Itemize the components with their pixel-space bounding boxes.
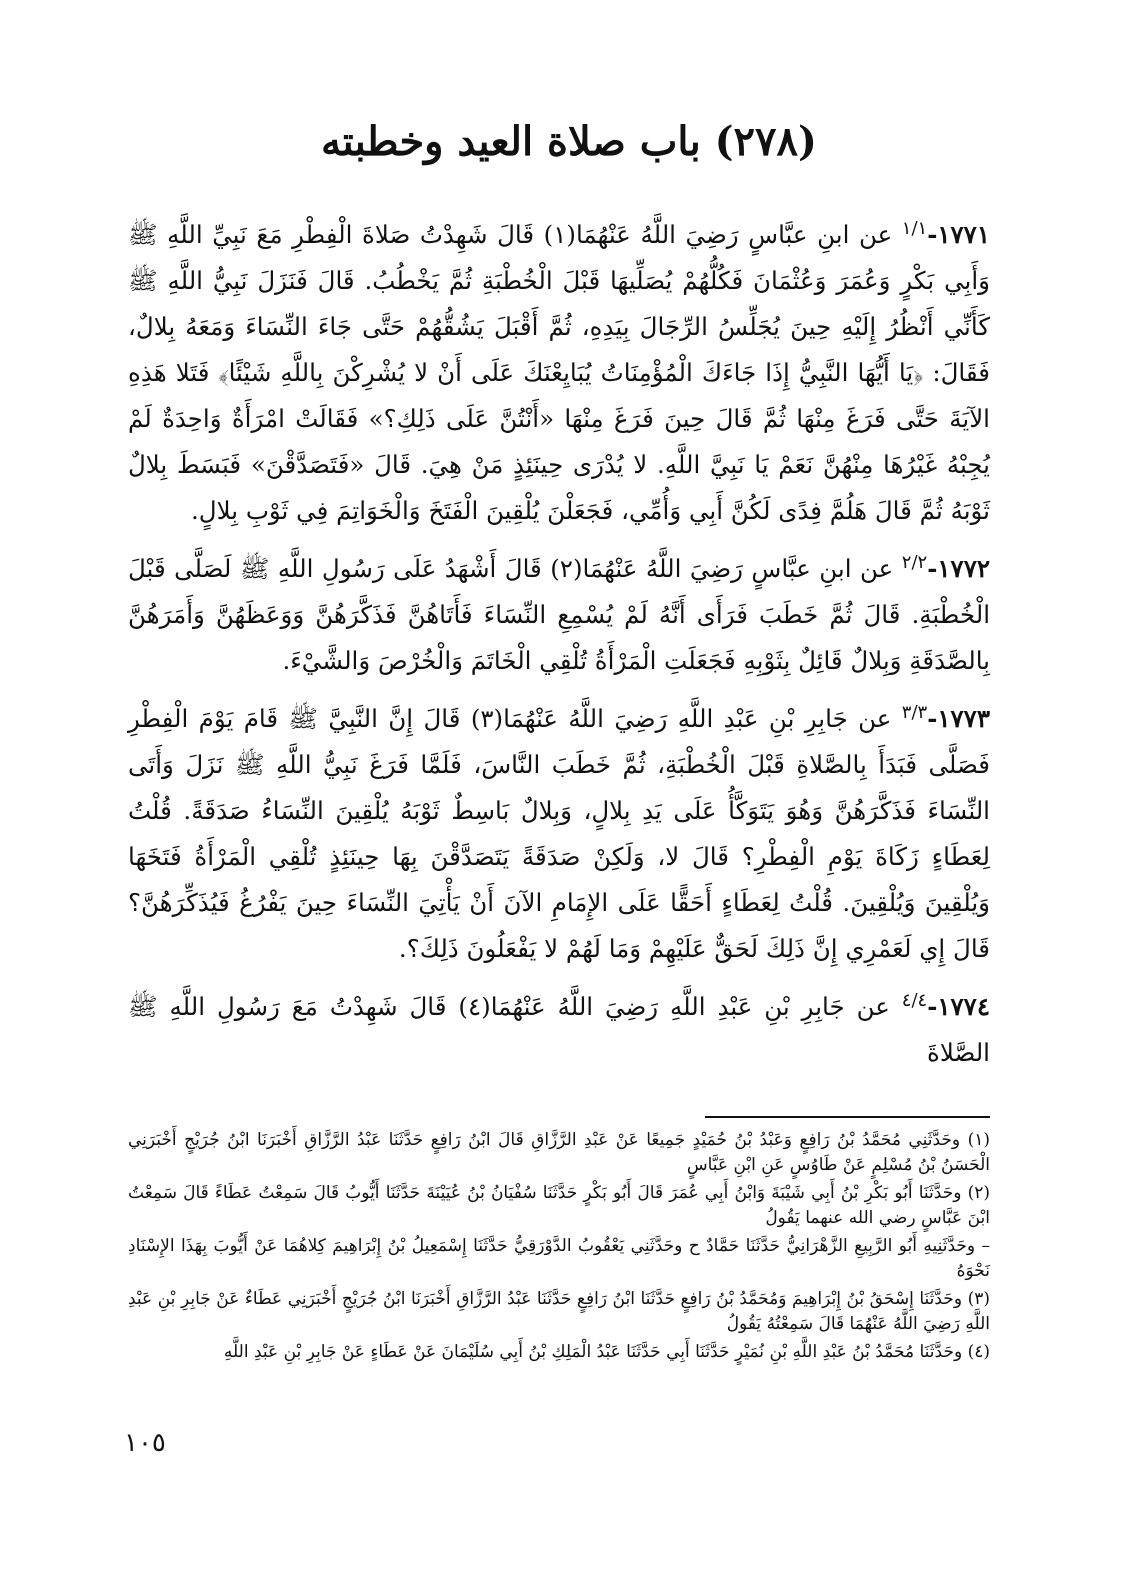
footnote-1 [128,1128,990,1178]
footnote-label: (٤) [967,1342,990,1362]
hadith-text: عن جَابِرِ بْنِ عَبْدِ اللَّهِ رَضِيَ اللَّهُ عَنْهُمَا(٣) قَالَ إِنَّ النَّبِيَّ ﷺ قَامَ يَوْمَ الْفِطْرِ فَصَلَّى فَبَدَأَ بِالصَّلاةِ قَبْلَ الْخُطْبَةِ، ثُمَّ خَطَبَ النَّاسَ، فَلَمَّا فَرَغَ نَبِيُّ اللَّهِ ﷺ نَزَلَ وَأَتَى النِّسَاءَ فَذَكَّرَهُنَّ وَهُوَ يَتَوَكَّأُ عَلَى يَدِ بِلالٍ، وَبِلالٌ بَاسِطٌ ثَوْبَهُ يُلْقِينَ النِّسَاءُ صَدَقَةً. قُلْتُ لِعَطَاءٍ زَكَاةَ يَوْمِ الْفِطْرِ؟ قَالَ لا، وَلَكِنْ صَدَقَةً يَتَصَدَّقْنَ بِهَا حِينَئِذٍ تُلْقِي الْمَرْأَةُ فَتَخَهَا وَيُلْقِينَ وَيُلْقِينَ. قُلْتُ لِعَطَاءٍ أَحَقًّا عَلَى الإِمَامِ الآنَ أَنْ يَأْتِيَ النِّسَاءَ حِينَ يَفْرُغُ فَيُذَكِّرَهُنَّ؟ قَالَ إِي لَعَمْرِي إِنَّ ذَلِكَ لَحَقٌّ عَلَيْهِمْ وَمَا لَهُمْ لا يَفْعَلُونَ ذَلِكَ؟. [128,704,990,963]
footnote-2 [128,1181,990,1231]
hadith-index: ١/١ [901,217,928,239]
hadith-1772 [128,546,990,684]
hadith-number: ١٧٧١- [927,220,990,249]
hadith-text: عن جَابِرِ بْنِ عَبْدِ اللَّهِ رَضِيَ اللَّهُ عَنْهُمَا(٤) قَالَ شَهِدْتُ مَعَ رَسُولِ اللَّهِ ﷺ الصَّلاةَ [128,992,990,1067]
footnote-text: وحَدَّثَنَا أَبُو بَكْرِ بْنُ أَبِي شَيْبَةَ وَابْنُ أَبِي عُمَرَ قَالَ أَبُو بَكْرٍ حَدَّثَنَا سُفْيَانُ بْنُ عُيَيْنَةَ حَدَّثَنَا أَيُّوبُ قَالَ سَمِعْتُ عَطَاءً قَالَ سَمِعْتُ ابْنَ عَبَّاسٍ رضي الله عنهما يَقُولُ [128,1183,990,1228]
hadith-index: ٣/٣ [901,701,928,723]
footnote-text: وحَدَّثَنَا مُحَمَّدُ بْنُ عَبْدِ اللَّهِ بْنِ نُمَيْرٍ حَدَّثَنَا أَبِي حَدَّثَنَا عَبْدُ الْمَلِكِ بْنُ أَبِي سُلَيْمَانَ عَنْ عَطَاءٍ عَنْ جَابِرِ بْنِ عَبْدِ اللَّهِ [223,1342,963,1362]
page-number: ١٠٥ [124,1428,166,1458]
footnote-text: – وحَدَّثَنِيهِ أَبُو الرَّبِيعِ الزَّهْرَانِيُّ حَدَّثَنَا حَمَّادٌ ح وحَدَّثَنِي يَعْقُوبُ الدَّوْرَقِيُّ حَدَّثَنَا إِسْمَعِيلُ بْنُ إِبْرَاهِيمَ كِلاهُمَا عَنْ أَيُّوبَ بِهَذَا الإِسْنَادِ نَحْوَهُ [128,1236,990,1281]
footnote-3 [128,1287,990,1337]
hadith-body [128,212,990,1088]
hadith-1774 [128,984,990,1076]
hadith-index: ٢/٢ [901,551,928,573]
hadith-number: ١٧٧٣- [927,704,990,733]
footnote-4 [128,1340,990,1365]
footnote-label: (٢) [967,1183,990,1203]
footnote-label: (١) [967,1130,990,1150]
hadith-number: ١٧٧٢- [927,554,991,583]
footnote-divider [705,1116,990,1118]
hadith-text: عن ابنِ عبَّاسٍ رَضِيَ اللَّهُ عَنْهُمَا(٢) قَالَ أَشْهَدُ عَلَى رَسُولِ اللَّهِ ﷺ لَصَلَّى قَبْلَ الْخُطْبَةِ. قَالَ ثُمَّ خَطَبَ فَرَأَى أَنَّهُ لَمْ يُسْمِعِ النِّسَاءَ فَأَتَاهُنَّ فَذَكَّرَهُنَّ وَوَعَظَهُنَّ وَأَمَرَهُنَّ بِالصَّدَقَةِ وَبِلالٌ قَائِلٌ بِثَوْبِهِ فَجَعَلَتِ الْمَرْأَةُ تُلْقِي الْخَاتَمَ وَالْخُرْصَ وَالشَّيْءَ. [128,554,990,675]
footnote-2-continued [128,1234,990,1284]
footnote-text: وحَدَّثَنِي مُحَمَّدُ بْنُ رَافِعٍ وَعَبْدُ بْنُ حُمَيْدٍ جَمِيعًا عَنْ عَبْدِ الرَّزَّاقِ قَالَ ابْنُ رَافِعٍ حَدَّثَنَا عَبْدُ الرَّزَّاقِ أَخْبَرَنَا ابْنُ جُرَيْجٍ أَخْبَرَنِي الْحَسَنُ بْنُ مُسْلِمٍ عَنْ طَاوُسٍ عَنِ ابْنِ عَبَّاسٍ [128,1130,990,1175]
hadith-1773 [128,696,990,972]
hadith-1771 [128,212,990,534]
hadith-number: ١٧٧٤- [927,992,990,1021]
footnotes [128,1128,990,1368]
footnote-label: (٣) [967,1289,990,1309]
hadith-text: عن ابنِ عبَّاسٍ رَضِيَ اللَّهُ عَنْهُمَا(١) قَالَ شَهِدْتُ صَلاةَ الْفِطْرِ مَعَ نَبِيِّ اللَّهِ ﷺ وَأَبِي بَكْرٍ وَعُمَرَ وَعُثْمَانَ فَكُلُّهُمْ يُصَلِّيهَا قَبْلَ الْخُطْبَةِ ثُمَّ يَخْطُبُ. قَالَ فَنَزَلَ نَبِيُّ اللَّهِ ﷺ كَأَنِّي أَنْظُرُ إِلَيْهِ حِينَ يُجَلِّسُ الرِّجَالَ بِيَدِهِ، ثُمَّ أَقْبَلَ يَشُقُّهُمْ حَتَّى جَاءَ النِّسَاءَ وَمَعَهُ بِلالٌ، فَقَالَ: ﴿يَا أَيُّهَا النَّبِيُّ إِذَا جَاءَكَ الْمُؤْمِنَاتُ يُبَايِعْنَكَ عَلَى أَنْ لا يُشْرِكْنَ بِاللَّهِ شَيْئًا﴾ فَتَلا هَذِهِ الآيَةَ حَتَّى فَرَغَ مِنْهَا ثُمَّ قَالَ حِينَ فَرَغَ مِنْهَا «أَنْتُنَّ عَلَى ذَلِكِ؟» فَقَالَتْ امْرَأَةٌ وَاحِدَةٌ لَمْ يُجِبْهُ غَيْرُهَا مِنْهُنَّ نَعَمْ يَا نَبِيَّ اللَّهِ. لا يُدْرَى حِينَئِذٍ مَنْ هِيَ. قَالَ «فَتَصَدَّقْنَ» فَبَسَطَ بِلالٌ ثَوْبَهُ ثُمَّ قَالَ هَلُمَّ فِدًى لَكُنَّ أَبِي وَأُمِّي، فَجَعَلْنَ يُلْقِينَ الْفَتَخَ وَالْخَوَاتِمَ فِي ثَوْبِ بِلالٍ. [128,220,990,525]
chapter-title: (٢٧٨) باب صلاة العيد وخطبته [321,118,817,165]
hadith-index: ٤/٤ [901,989,928,1011]
footnote-text: وحَدَّثَنَا إِسْحَقُ بْنُ إِبْرَاهِيمَ وَمُحَمَّدُ بْنُ رَافِعٍ حَدَّثَنَا ابْنُ رَافِعٍ حَدَّثَنَا عَبْدُ الرَّزَّاقِ أَخْبَرَنَا ابْنُ جُرَيْجٍ أَخْبَرَنِي عَطَاءٌ عَنْ جَابِرِ بْنِ عَبْدِ اللَّهِ رَضِيَ اللَّهُ عَنْهُمَا قَالَ سَمِعْتُهُ يَقُولُ [128,1289,990,1334]
